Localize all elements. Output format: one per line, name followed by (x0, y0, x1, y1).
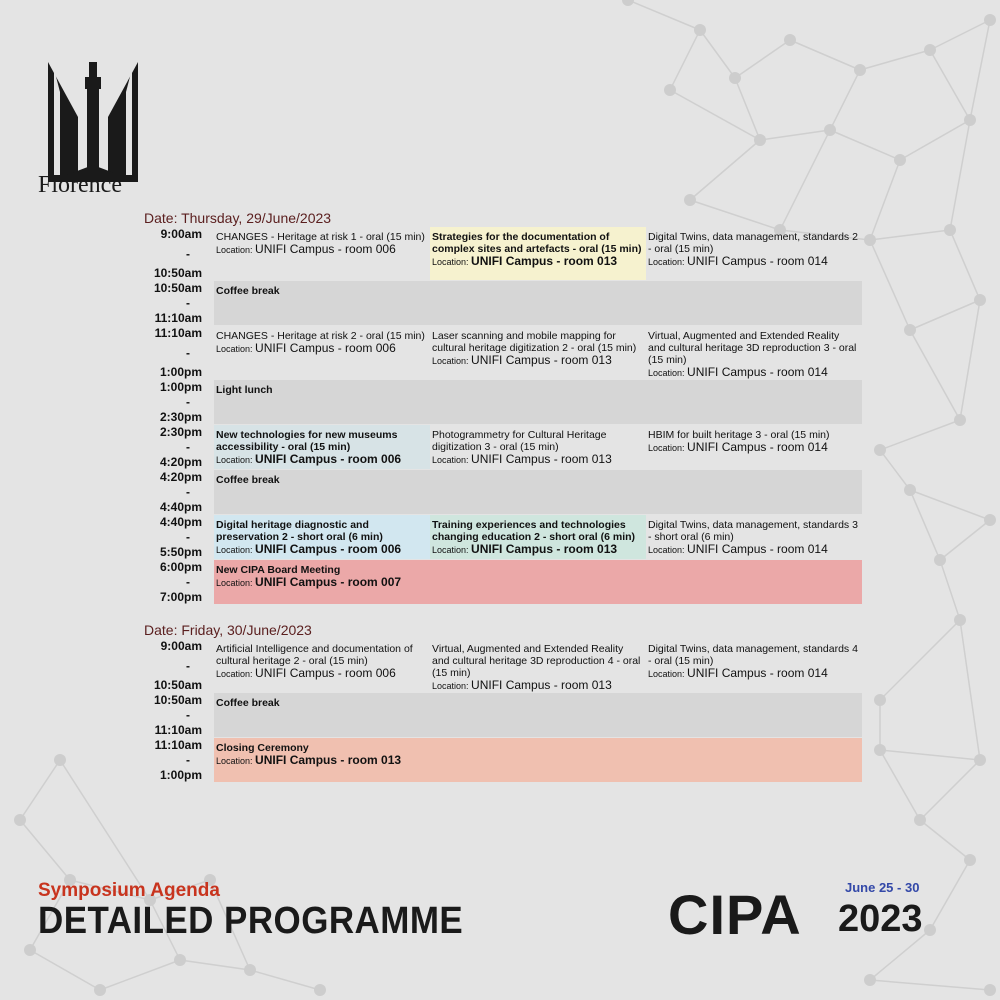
time-separator: - (186, 395, 190, 409)
location-label: Location: (216, 756, 253, 766)
time-separator: - (186, 345, 190, 360)
location-label: Location: (216, 578, 253, 588)
time-separator: - (186, 530, 190, 544)
session-cell (646, 227, 862, 280)
time-range (144, 470, 214, 514)
time-separator: - (186, 296, 190, 310)
time-separator: - (186, 708, 190, 722)
session-title: CHANGES - Heritage at risk 1 - oral (15 min) (216, 231, 425, 243)
logo-city-name: Florence (38, 172, 122, 198)
schedule-row (144, 470, 866, 514)
session-cell (430, 515, 646, 559)
location-label: Location: (216, 245, 253, 255)
time-range (144, 326, 214, 379)
start-time: 2:30pm (159, 425, 202, 439)
session-title: CHANGES - Heritage at risk 2 - oral (15 min) (216, 330, 425, 342)
brand-logo: CIPA (668, 883, 802, 946)
session-location (432, 255, 643, 268)
session-location (432, 679, 643, 692)
location-value: UNIFI Campus - room 007 (255, 575, 402, 589)
session-location (216, 667, 427, 680)
location-value: UNIFI Campus - room 013 (471, 678, 612, 692)
time-range (144, 738, 214, 782)
start-time: 1:00pm (159, 380, 202, 394)
schedule-row (144, 281, 866, 325)
location-value: UNIFI Campus - room 013 (255, 753, 402, 767)
start-time: 4:20pm (159, 470, 202, 484)
session-title: Training experiences and technologies changing education 2 - short oral (6 min) (432, 519, 636, 543)
location-value: UNIFI Campus - room 014 (687, 254, 828, 268)
session-title: HBIM for built heritage 3 - oral (15 min) (648, 429, 830, 441)
end-time: 10:50am (153, 678, 202, 692)
location-label: Location: (648, 669, 685, 679)
session-cell (646, 515, 862, 559)
location-value: UNIFI Campus - room 006 (255, 666, 396, 680)
time-range (144, 425, 214, 469)
location-value: UNIFI Campus - room 006 (255, 242, 396, 256)
session-title: Photogrammetry for Cultural Heritage digitization 3 - oral (15 min) (432, 429, 607, 453)
session-location (216, 243, 427, 256)
location-label: Location: (648, 368, 685, 378)
session-title: New CIPA Board Meeting (216, 564, 341, 576)
session-cell (214, 515, 430, 559)
location-value: UNIFI Campus - room 014 (687, 666, 828, 680)
session-title: Coffee break (216, 474, 280, 486)
session-cell (214, 693, 862, 737)
time-separator: - (186, 575, 190, 589)
session-cell (430, 425, 646, 469)
time-range (144, 380, 214, 424)
location-label: Location: (432, 455, 469, 465)
agenda-subtitle: Symposium Agenda (38, 880, 220, 901)
session-title: Digital Twins, data management, standards 2 - oral (15 min) (648, 231, 858, 255)
end-time: 2:30pm (159, 410, 202, 424)
session-cell (214, 738, 862, 782)
session-title: Laser scanning and mobile mapping for cultural heritage digitization 2 - oral (15 min) (432, 330, 637, 354)
location-label: Location: (216, 455, 253, 465)
location-label: Location: (648, 257, 685, 267)
session-cell (214, 326, 430, 379)
session-title: Virtual, Augmented and Extended Reality and cultural heritage 3D reproduction 4 - oral (15 min) (432, 643, 641, 679)
time-separator: - (186, 485, 190, 499)
session-cell (214, 380, 862, 424)
schedule-row (144, 326, 866, 379)
location-label: Location: (432, 681, 469, 691)
time-separator: - (186, 440, 190, 454)
schedule-row (144, 227, 866, 280)
location-value: UNIFI Campus - room 014 (687, 440, 828, 454)
session-location (432, 453, 643, 466)
location-value: UNIFI Campus - room 013 (471, 542, 618, 556)
time-separator: - (186, 753, 190, 767)
end-time: 5:50pm (159, 545, 202, 559)
start-time: 11:10am (154, 326, 202, 340)
location-label: Location: (648, 545, 685, 555)
location-value: UNIFI Campus - room 006 (255, 452, 402, 466)
session-cell (430, 639, 646, 692)
end-time: 11:10am (154, 311, 202, 325)
end-time: 1:00pm (159, 768, 202, 782)
session-location (648, 667, 859, 680)
location-label: Location: (432, 356, 469, 366)
session-title: Digital Twins, data management, standards 4 - oral (15 min) (648, 643, 858, 667)
session-cell (214, 639, 430, 692)
time-separator: - (186, 246, 190, 261)
start-time: 9:00am (160, 639, 202, 653)
start-time: 10:50am (153, 281, 202, 295)
time-range (144, 227, 214, 280)
time-range (144, 560, 214, 604)
session-title: New technologies for new museums accessibility - oral (15 min) (216, 429, 398, 453)
location-value: UNIFI Campus - room 006 (255, 341, 396, 355)
location-label: Location: (432, 257, 469, 267)
session-location (216, 453, 427, 466)
session-title: Coffee break (216, 285, 280, 297)
location-value: UNIFI Campus - room 013 (471, 254, 618, 268)
schedule-row (144, 560, 866, 604)
start-time: 11:10am (154, 738, 202, 752)
end-time: 11:10am (154, 723, 202, 737)
session-cell (214, 470, 862, 514)
schedule-row (144, 738, 866, 782)
day-title: Date: Friday, 30/June/2023 (144, 622, 312, 638)
schedule-row (144, 639, 866, 692)
session-title: Light lunch (216, 384, 273, 396)
session-location (216, 754, 859, 767)
session-location (216, 342, 427, 355)
location-value: UNIFI Campus - room 006 (255, 542, 402, 556)
page-title: DETAILED PROGRAMME (38, 900, 464, 942)
start-time: 4:40pm (159, 515, 202, 529)
session-title: Artificial Intelligence and documentation of cultural heritage 2 - oral (15 min) (216, 643, 413, 667)
location-value: UNIFI Campus - room 014 (687, 542, 828, 556)
location-label: Location: (216, 669, 253, 679)
schedule-row (144, 425, 866, 469)
session-cell (646, 639, 862, 692)
session-cell (214, 281, 862, 325)
schedule-row (144, 693, 866, 737)
session-cell (214, 425, 430, 469)
session-location (648, 255, 859, 268)
schedule-row (144, 380, 866, 424)
time-range (144, 515, 214, 559)
session-cell (214, 560, 862, 604)
end-time: 1:00pm (159, 365, 202, 379)
end-time: 7:00pm (159, 590, 202, 604)
session-title: Digital heritage diagnostic and preservation 2 - short oral (6 min) (216, 519, 383, 543)
session-location (216, 576, 859, 589)
location-value: UNIFI Campus - room 014 (687, 365, 828, 379)
session-cell (646, 326, 862, 379)
location-label: Location: (432, 545, 469, 555)
time-range (144, 281, 214, 325)
time-separator: - (186, 658, 190, 673)
session-title: Digital Twins, data management, standards 3 - short oral (6 min) (648, 519, 858, 543)
location-value: UNIFI Campus - room 013 (471, 353, 612, 367)
location-label: Location: (648, 443, 685, 453)
location-label: Location: (216, 344, 253, 354)
session-location (432, 354, 643, 367)
session-cell (646, 425, 862, 469)
event-dates: June 25 - 30 (845, 880, 920, 895)
schedule-row (144, 515, 866, 559)
session-title: Closing Ceremony (216, 742, 309, 754)
location-label: Location: (216, 545, 253, 555)
day-title: Date: Thursday, 29/June/2023 (144, 210, 332, 226)
session-cell (430, 326, 646, 379)
location-value: UNIFI Campus - room 013 (471, 452, 612, 466)
session-title: Coffee break (216, 697, 280, 709)
end-time: 4:20pm (159, 455, 202, 469)
start-time: 6:00pm (159, 560, 202, 574)
session-location (648, 441, 859, 454)
session-cell (430, 227, 646, 280)
end-time: 4:40pm (159, 500, 202, 514)
day-schedule (144, 210, 866, 605)
time-range (144, 693, 214, 737)
day-schedule (144, 622, 866, 783)
start-time: 10:50am (153, 693, 202, 707)
start-time: 9:00am (160, 227, 202, 241)
session-location (648, 366, 859, 379)
session-title: Virtual, Augmented and Extended Reality and cultural heritage 3D reproduction 3 - oral (15 min) (648, 330, 857, 366)
session-cell (214, 227, 430, 280)
time-range (144, 639, 214, 692)
session-title: Strategies for the documentation of complex sites and artefacts - oral (15 min) (432, 231, 642, 255)
end-time: 10:50am (153, 266, 202, 280)
session-location (432, 543, 643, 556)
session-location (648, 543, 859, 556)
session-location (216, 543, 427, 556)
brand-year: 2023 (838, 898, 923, 940)
